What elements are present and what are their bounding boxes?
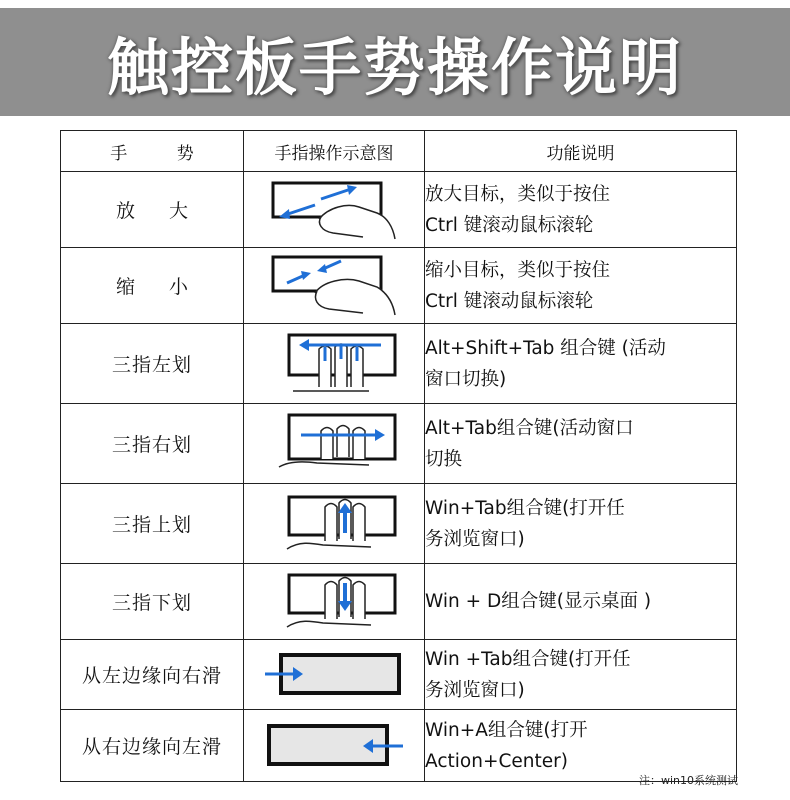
gesture-diagram <box>244 640 425 710</box>
three-finger-swipe-right-icon <box>259 411 409 477</box>
gesture-diagram <box>244 710 425 782</box>
edge-swipe-left-icon <box>259 718 409 774</box>
function-description: Win+A组合键(打开 Action+Center) <box>425 710 737 782</box>
function-description: 放大目标，类似于按住 Ctrl 键滚动鼠标滚轮 <box>425 172 737 248</box>
function-description: 缩小目标，类似于按住 Ctrl 键滚动鼠标滚轮 <box>425 248 737 324</box>
table-row <box>61 710 737 782</box>
table-row <box>61 324 737 404</box>
gesture-name: 放 大 <box>61 172 244 248</box>
function-description: Alt+Tab组合键(活动窗口 切换 <box>425 404 737 484</box>
header-function: 功能说明 <box>425 131 737 172</box>
gesture-name: 三指上划 <box>61 484 244 564</box>
two-finger-pinch-icon <box>259 253 409 319</box>
gesture-name: 从左边缘向右滑 <box>61 640 244 710</box>
gesture-table <box>60 130 737 782</box>
header-gesture: 手 势 <box>61 131 244 172</box>
table-row <box>61 404 737 484</box>
table-row <box>61 248 737 324</box>
gesture-diagram <box>244 404 425 484</box>
gesture-diagram <box>244 248 425 324</box>
footnote: 注：win10系统测试 <box>638 774 738 787</box>
table-row <box>61 484 737 564</box>
function-description: Win +Tab组合键(打开任 务浏览窗口) <box>425 640 737 710</box>
table-row <box>61 172 737 248</box>
table-row <box>61 640 737 710</box>
title-banner <box>0 8 790 116</box>
two-finger-spread-icon <box>259 177 409 243</box>
gesture-name: 从右边缘向左滑 <box>61 710 244 782</box>
edge-swipe-right-icon <box>259 647 409 703</box>
gesture-diagram <box>244 324 425 404</box>
gesture-name: 缩 小 <box>61 248 244 324</box>
gesture-diagram <box>244 564 425 640</box>
gesture-diagram <box>244 172 425 248</box>
three-finger-swipe-up-icon <box>259 491 409 557</box>
gesture-name: 三指右划 <box>61 404 244 484</box>
table-header-row <box>61 131 737 172</box>
gesture-name: 三指下划 <box>61 564 244 640</box>
gesture-name: 三指左划 <box>61 324 244 404</box>
three-finger-swipe-down-icon <box>259 569 409 635</box>
header-diagram: 手指操作示意图 <box>244 131 425 172</box>
function-description: Alt+Shift+Tab 组合键 (活动 窗口切换) <box>425 324 737 404</box>
function-description: Win+Tab组合键(打开任 务浏览窗口) <box>425 484 737 564</box>
table-row <box>61 564 737 640</box>
function-description: Win + D组合键(显示桌面 ) <box>425 564 737 640</box>
page-title: 触控板手势操作说明 <box>106 30 683 104</box>
three-finger-swipe-left-icon <box>259 331 409 397</box>
gesture-diagram <box>244 484 425 564</box>
